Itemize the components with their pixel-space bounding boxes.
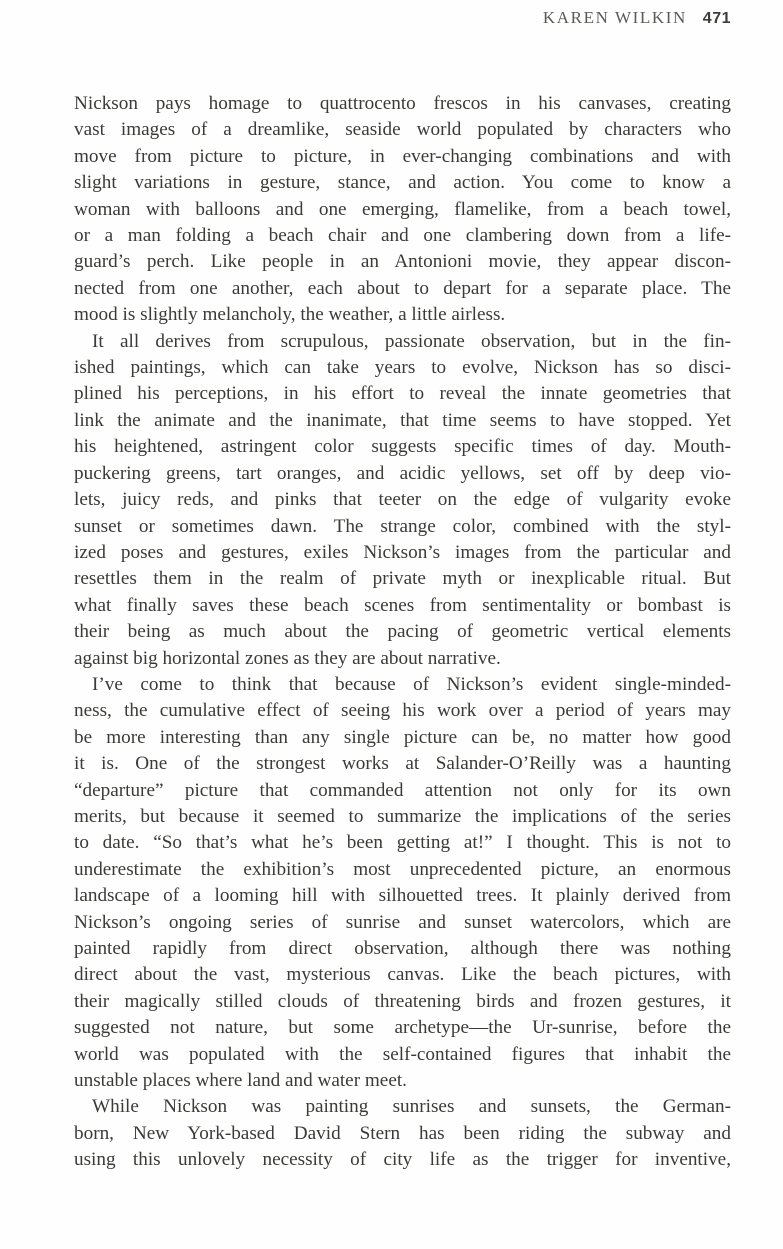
text-line: what finally saves these beach scenes from sentimentality or bombast is xyxy=(74,594,731,616)
text-line: sunset or sometimes dawn. The strange color, combined with the styl- xyxy=(74,515,731,537)
text-line: mood is slightly melancholy, the weather, a little airless. xyxy=(74,304,506,326)
text-line: I’ve come to think that because of Nickson’s evident single-minded- xyxy=(92,673,731,695)
running-head xyxy=(543,8,731,28)
text-line: It all derives from scrupulous, passionate observation, but in the fin- xyxy=(92,330,731,352)
text-line: ished paintings, which can take years to evolve, Nickson has so disci- xyxy=(74,357,731,379)
paragraph xyxy=(74,672,731,1095)
text-line: guard’s perch. Like people in an Antonioni movie, they appear discon- xyxy=(74,251,731,273)
text-line: their magically stilled clouds of threatening birds and frozen gestures, it xyxy=(74,990,731,1012)
text-line: their being as much about the pacing of geometric vertical elements xyxy=(74,621,731,643)
page-number: 471 xyxy=(702,10,731,27)
text-line: painted rapidly from direct observation, although there was nothing xyxy=(74,938,731,959)
text-line: “departure” picture that commanded attention not only for its own xyxy=(74,779,731,801)
text-line: ized poses and gestures, exiles Nickson’s images from the particular and xyxy=(74,541,731,563)
text-line: using this unlovely necessity of city life as the trigger for inventive, xyxy=(74,1149,731,1171)
paragraph xyxy=(74,329,731,672)
text-line: puckering greens, tart oranges, and acidic yellows, set off by deep vio- xyxy=(74,462,731,484)
text-line: nected from one another, each about to depart for a separate place. The xyxy=(74,277,731,299)
text-line: merits, but because it seemed to summarize the implications of the series xyxy=(74,805,731,827)
text-line: slight variations in gesture, stance, and action. You come to know a xyxy=(74,172,731,194)
text-line: While Nickson was painting sunrises and sunsets, the German- xyxy=(92,1096,731,1118)
text-line: move from picture to picture, in ever-changing combinations and with xyxy=(74,145,731,167)
body-text xyxy=(74,91,731,1174)
text-line: ness, the cumulative effect of seeing his work over a period of years may xyxy=(74,700,731,722)
text-line: vast images of a dreamlike, seaside world populated by characters who xyxy=(74,119,731,141)
text-line: resettles them in the realm of private myth or inexplicable ritual. But xyxy=(74,568,731,590)
text-line: born, New York-based David Stern has been riding the subway and xyxy=(74,1122,731,1144)
running-head-author: KAREN WILKIN xyxy=(542,8,687,27)
text-line: to date. “So that’s what he’s been getting at!” I thought. This is not to xyxy=(74,832,731,854)
paragraph xyxy=(74,1094,731,1173)
text-line: be more interesting than any single picture can be, no matter how good xyxy=(74,726,731,748)
text-line: Nickson pays homage to quattrocento frescos in his canvases, creating xyxy=(74,93,731,114)
text-line: it is. One of the strongest works at Salander-O’Reilly was a haunting xyxy=(74,753,731,775)
text-line: suggested not nature, but some archetype—the Ur-sunrise, before the xyxy=(74,1017,731,1039)
text-line: underestimate the exhibition’s most unprecedented picture, an enormous xyxy=(74,858,731,880)
text-line: against big horizontal zones as they are about narrative. xyxy=(74,647,501,669)
text-line: plined his perceptions, in his effort to reveal the innate geometries that xyxy=(74,383,731,405)
text-line: his heightened, astringent color suggests specific times of day. Mouth- xyxy=(74,436,731,458)
text-line: lets, juicy reds, and pinks that teeter on the edge of vulgarity evoke xyxy=(74,489,731,511)
text-line: landscape of a looming hill with silhouetted trees. It plainly derived from xyxy=(74,885,731,907)
text-line: woman with balloons and one emerging, flamelike, from a beach towel, xyxy=(74,198,731,220)
text-line: link the animate and the inanimate, that time seems to have stopped. Yet xyxy=(74,409,731,431)
paragraph xyxy=(74,91,731,329)
text-line: Nickson’s ongoing series of sunrise and sunset watercolors, which are xyxy=(74,911,731,933)
text-line: world was populated with the self-contained figures that inhabit the xyxy=(74,1043,731,1065)
text-line: or a man folding a beach chair and one clambering down from a life- xyxy=(74,225,731,247)
text-line: unstable places where land and water meet. xyxy=(74,1070,407,1092)
text-line: direct about the vast, mysterious canvas. Like the beach pictures, with xyxy=(74,964,731,986)
